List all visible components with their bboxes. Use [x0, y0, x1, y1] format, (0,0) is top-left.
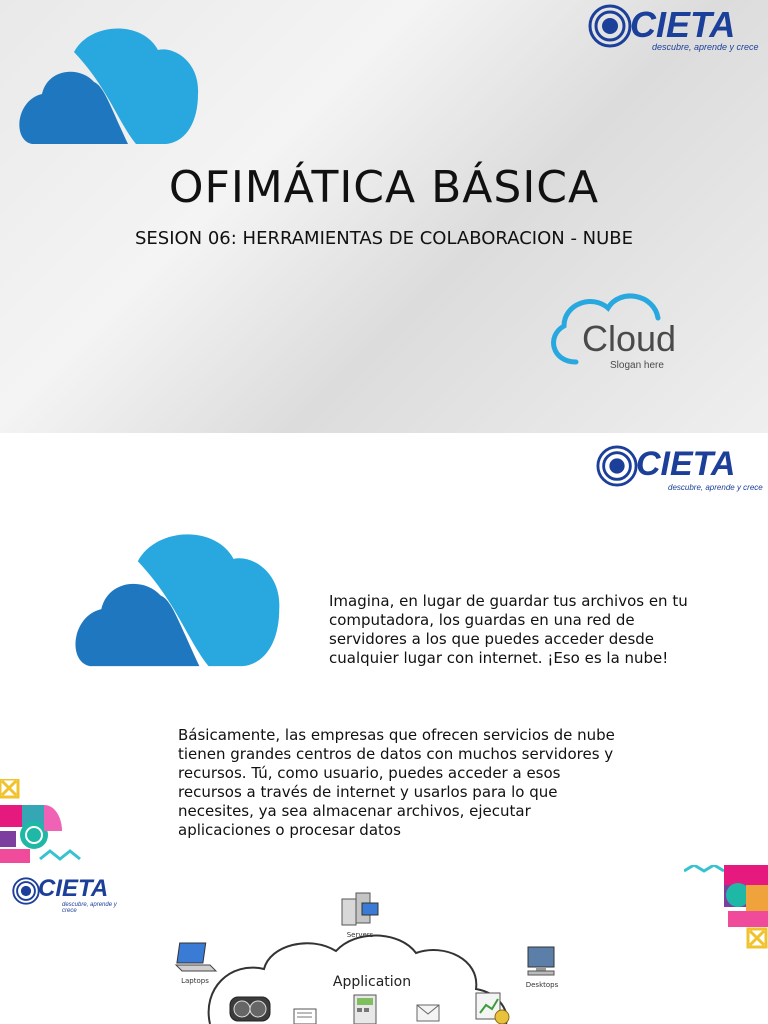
dashboard-gauge-icon: [228, 993, 272, 1024]
cieta-wordmark: CIETA: [636, 445, 736, 483]
cieta-wordmark: CIETA: [630, 4, 736, 45]
explanation-paragraph: Básicamente, las empresas que ofrecen servicios de nube tienen grandes centros de datos con muchos servidores y recursos. Tú, como usuario, puedes acceder a esos recursos a través de internet y usarlos para lo que necesites, ya sea almacenar archivos, ejecutar aplicaciones o procesar datos: [178, 726, 615, 839]
cieta-tagline: descubre, aprende y crece: [62, 902, 117, 914]
cloud-computing-diagram: [150, 889, 570, 1024]
cieta-e-icon: [12, 877, 40, 905]
mail-icon: [414, 1001, 444, 1024]
cieta-logo: [12, 875, 132, 915]
cloud-brand-logo: [546, 288, 696, 378]
cieta-logo: [588, 4, 760, 54]
laptops-label: Laptops: [181, 977, 209, 985]
cloud-logo-icon: [72, 527, 288, 673]
cieta-e-icon: [596, 445, 638, 487]
laptops-node: [172, 941, 220, 985]
calculator-icon: [350, 993, 380, 1024]
servers-label: Servers: [346, 931, 374, 939]
desktops-label: Desktops: [525, 981, 559, 989]
servers-node: [338, 891, 388, 939]
decorative-pattern-right: [684, 865, 768, 951]
server-icon: [338, 891, 382, 927]
cieta-e-icon: [588, 4, 632, 48]
laptop-icon: [172, 941, 218, 973]
title-slide: [0, 0, 768, 433]
content-slide: [0, 433, 768, 1024]
intro-paragraph: Imagina, en lugar de guardar tus archivos en tu computadora, los guardas en una red de servidores a los que puedes acceder desde cualquier lugar con internet. ¡Eso es la nube!: [329, 592, 688, 667]
finance-chart-icon: [472, 989, 512, 1024]
page-subtitle: SESION 06: HERRAMIENTAS DE COLABORACION - NUBE: [134, 228, 634, 249]
application-label: Application: [332, 974, 412, 990]
cieta-wordmark: CIETA: [38, 875, 109, 902]
cloud-logo-icon: [18, 22, 204, 150]
cloud-slogan: Slogan here: [610, 360, 664, 371]
cieta-logo: [596, 443, 764, 493]
desktop-icon: [522, 945, 562, 977]
decorative-pattern-left: [0, 779, 86, 871]
cieta-tagline: descubre, aprende y crece: [668, 483, 763, 492]
cloud-wordmark: Cloud: [582, 318, 677, 359]
page-title: OFIMÁTICA BÁSICA: [168, 162, 600, 213]
desktops-node: [522, 945, 570, 989]
news-icon: [292, 1005, 318, 1024]
cieta-tagline: descubre, aprende y crece: [652, 42, 759, 52]
